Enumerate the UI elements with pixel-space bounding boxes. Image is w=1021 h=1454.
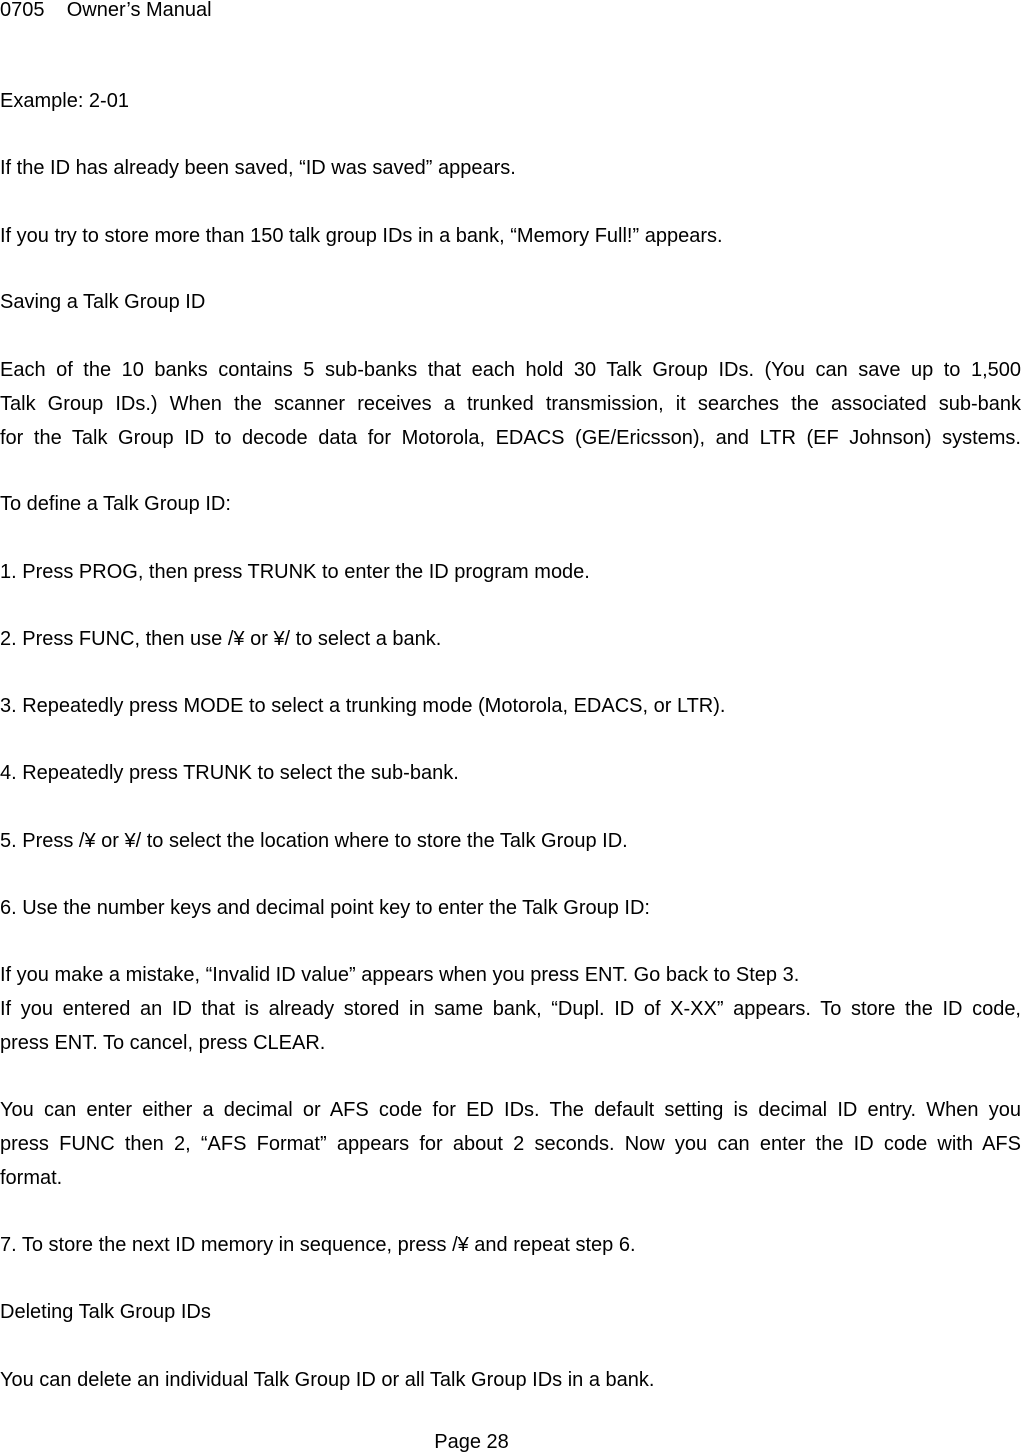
step-4: 4. Repeatedly press TRUNK to select the sub-bank. [0,762,459,784]
afs-paragraph-line-1: You can enter either a decimal or AFS code for ED IDs. The default setting is decimal ID entry. When you [0,1099,1021,1121]
afs-paragraph-line-2: press FUNC then 2, “AFS Format” appears for about 2 seconds. Now you can enter the ID code with AFS [0,1133,1021,1155]
duplicate-note-line-2: press ENT. To cancel, press CLEAR. [0,1032,326,1054]
banks-paragraph-line-1: Each of the 10 banks contains 5 sub-banks that each hold 30 Talk Group IDs. (You can save up to 1,500 [0,359,1021,381]
banks-paragraph-line-2: Talk Group IDs.) When the scanner receives a trunked transmission, it searches the associated sub-bank [0,393,1021,415]
step-2: 2. Press FUNC, then use /¥ or ¥/ to select a bank. [0,628,442,650]
memory-full-note: If you try to store more than 150 talk group IDs in a bank, “Memory Full!” appears. [0,225,723,247]
afs-paragraph-line-3: format. [0,1167,63,1189]
example-line: Example: 2-01 [0,90,129,112]
document-title: Owner’s Manual [66,0,212,21]
step-7: 7. To store the next ID memory in sequence, press /¥ and repeat step 6. [0,1234,636,1256]
section-heading-saving: Saving a Talk Group ID [0,291,206,313]
step-6: 6. Use the number keys and decimal point key to enter the Talk Group ID: [0,897,650,919]
already-saved-note: If the ID has already been saved, “ID was saved” appears. [0,157,516,179]
page-number: Page 28 [434,1431,509,1453]
section-heading-deleting: Deleting Talk Group IDs [0,1301,211,1323]
banks-paragraph-line-3: for the Talk Group ID to decode data for Motorola, EDACS (GE/Ericsson), and LTR (EF Johnson) systems. [0,427,1021,449]
step-3: 3. Repeatedly press MODE to select a trunking mode (Motorola, EDACS, or LTR). [0,695,726,717]
duplicate-note-line-1: If you entered an ID that is already stored in same bank, “Dupl. ID of X-XX” appears. To store the ID code, [0,998,1021,1020]
document-number: 0705 [0,0,45,21]
mistake-note: If you make a mistake, “Invalid ID value” appears when you press ENT. Go back to Step 3. [0,964,800,986]
step-1: 1. Press PROG, then press TRUNK to enter the ID program mode. [0,561,590,583]
page-header [0,0,212,22]
delete-intro: You can delete an individual Talk Group ID or all Talk Group IDs in a bank. [0,1369,655,1391]
step-5: 5. Press /¥ or ¥/ to select the location where to store the Talk Group ID. [0,830,628,852]
define-intro: To define a Talk Group ID: [0,493,231,515]
